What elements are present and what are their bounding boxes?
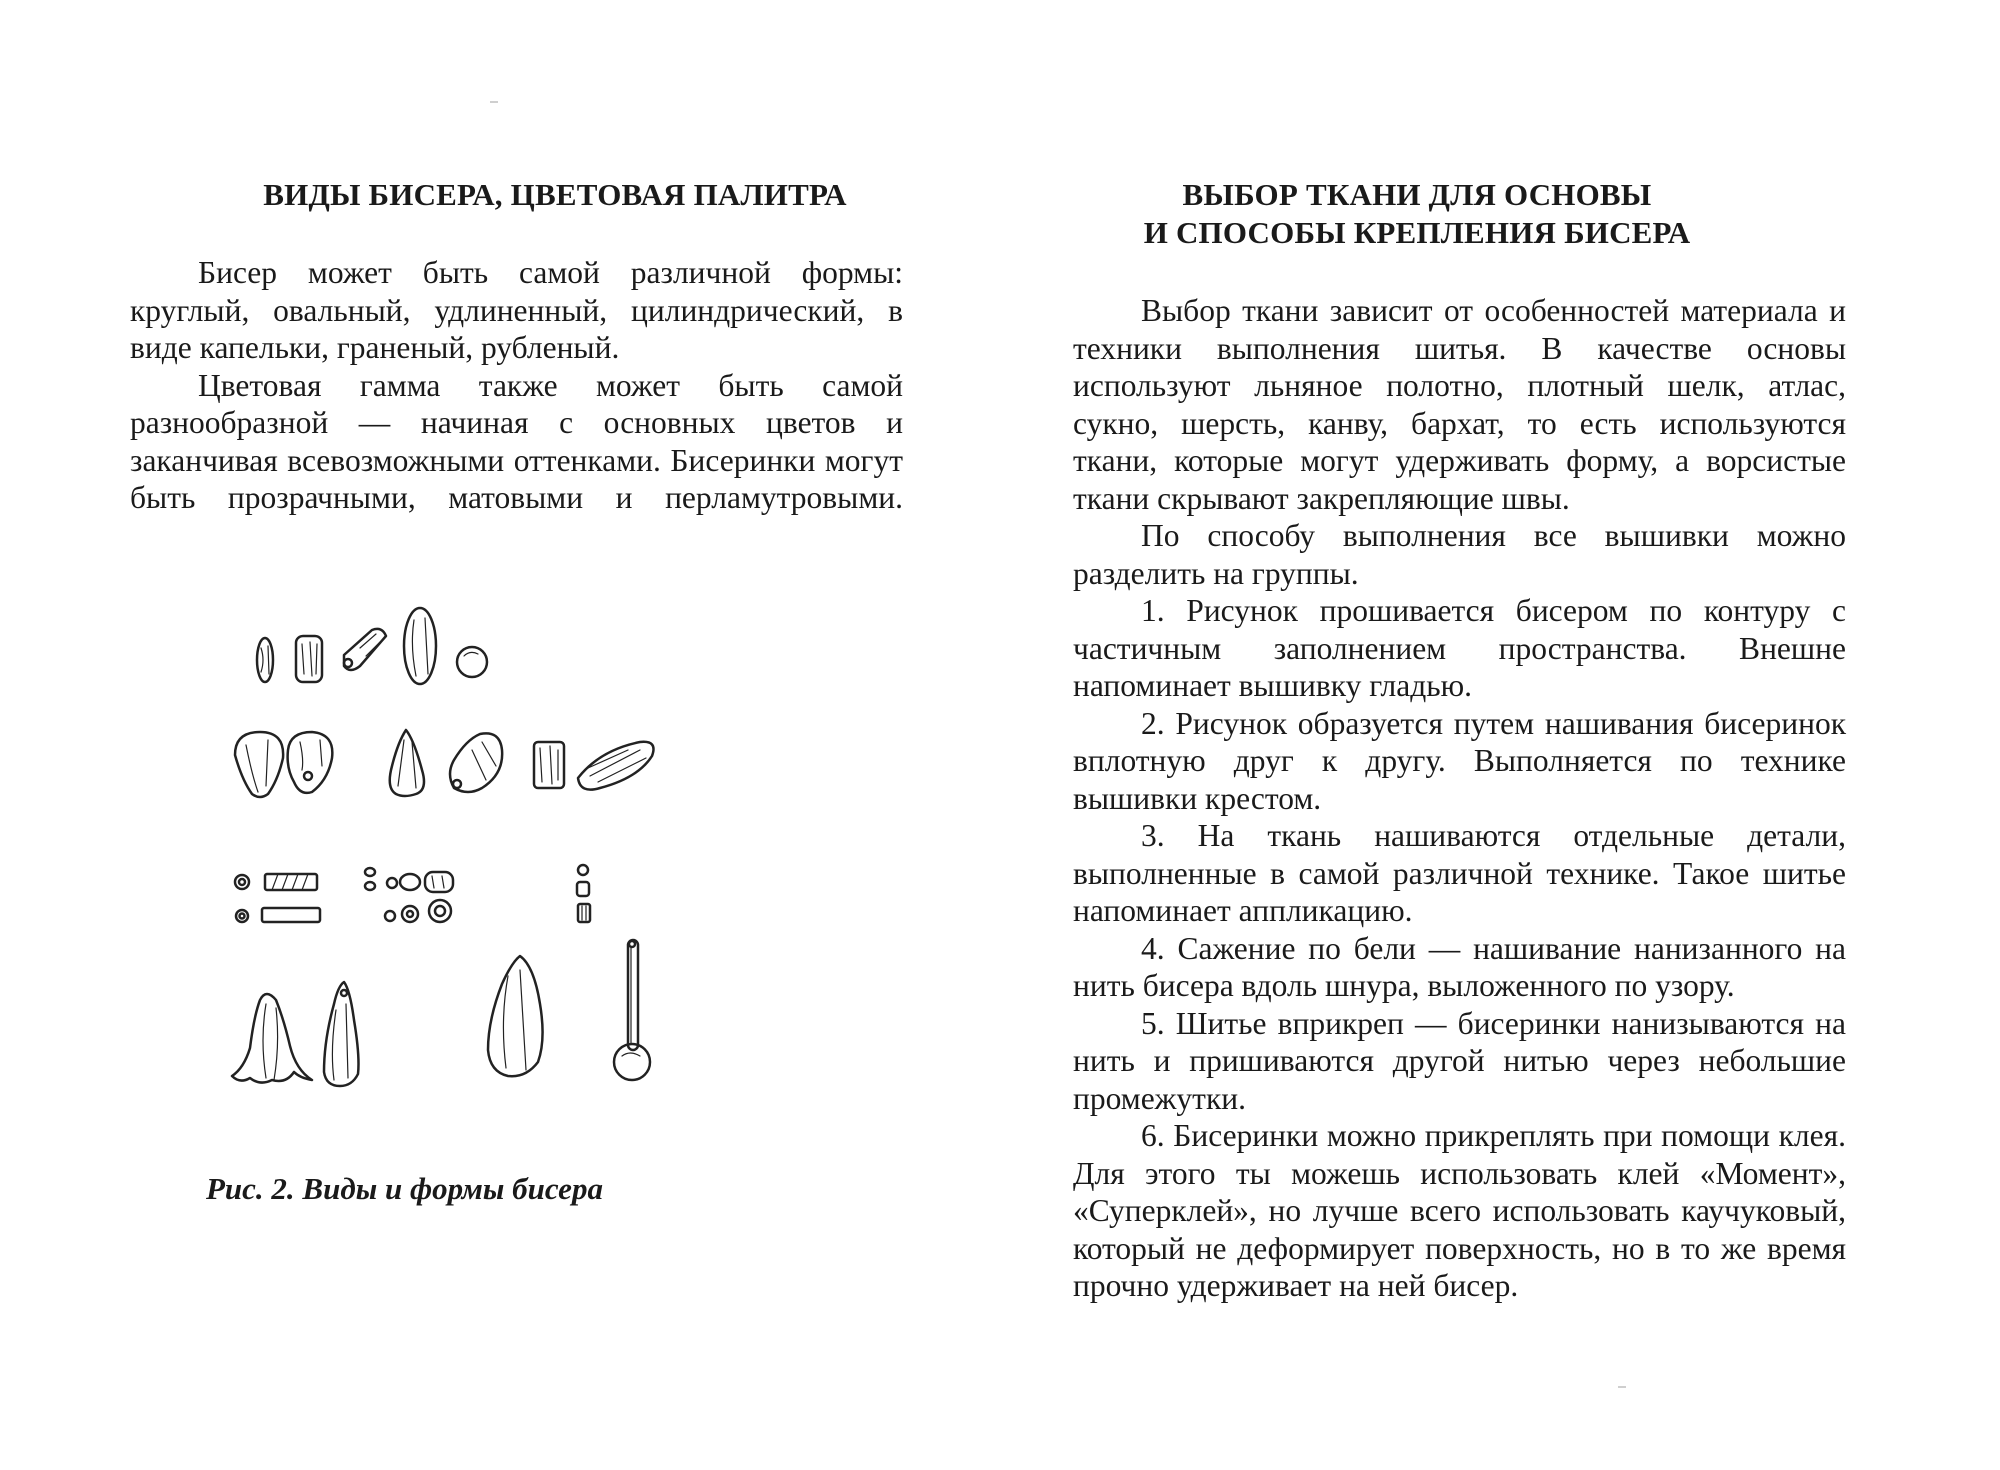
right-page [1000, 0, 2000, 1470]
paragraph: 3. На ткань нашиваются отдельные детали, выполненные в самой различной технике. Такое шитье напоминает аппликацию. [1073, 818, 1846, 928]
paragraph: 1. Рисунок прошивается бисером по контуру с частичным заполнением пространства. Внешне напоминает вышивку гладью. [1073, 593, 1846, 703]
figure-caption: Рис. 2. Виды и формы бисера [206, 1171, 603, 1206]
paragraph: По способу выполнения все вышивки можно разделить на группы. [1073, 518, 1846, 591]
paragraph: Выбор ткани зависит от особенностей материала и техники выполнения шитья. В качестве основы используют льняное полотно, плотный шелк, атлас, сукно, шерсть, канву, бархат, то есть используются ткани, которые могут удерживать форму, а ворсистые ткани скрывают закрепляющие швы. [1073, 293, 1846, 516]
right-page-title [1040, 176, 1794, 252]
paragraph: 6. Бисеринки можно прикреплять при помощи клея. Для этого ты можешь использовать клей «Момент», «Суперклей», но лучше всего использовать каучуковый, который не деформирует поверхность, но в то же время прочно удерживает на ней бисер. [1073, 1118, 1846, 1303]
paragraph: 2. Рисунок образуется путем нашивания бисеринок вплотную друг к другу. Выполняется по технике вышивки крестом. [1073, 705, 1846, 816]
scan-mark [1618, 1386, 1626, 1388]
paragraph: 4. Сажение по бели — нашивание нанизанного на нить бисера вдоль шнура, выложенного по узору. [1073, 930, 1846, 1003]
right-page-title-line-2: И СПОСОБЫ КРЕПЛЕНИЯ БИСЕРА [1143, 215, 1691, 250]
right-page-body [1073, 292, 1846, 1305]
beads-illustration-icon [220, 600, 680, 1120]
left-page-title: ВИДЫ БИСЕРА, ЦВЕТОВАЯ ПАЛИТРА [263, 177, 847, 212]
left-page-body [130, 254, 903, 517]
paragraph: 5. Шитье вприкреп — бисеринки нанизываются на нить и пришиваются другой нитью через небольшие промежутки. [1073, 1005, 1846, 1116]
scan-mark [490, 101, 498, 103]
paragraph: Цветовая гамма также может быть самой разнообразной — начиная с основных цветов и заканчивая всевозможными оттенками. Бисеринки могут быть прозрачными, матовыми и перламутровыми. [130, 367, 903, 515]
paragraph: Бисер может быть самой различной формы: круглый, овальный, удлиненный, цилиндрический, в виде капельки, граненый, рубленый. [130, 255, 903, 365]
right-page-title-line-1: ВЫБОР ТКАНИ ДЛЯ ОСНОВЫ [1182, 177, 1652, 212]
beads-figure [220, 600, 680, 1120]
